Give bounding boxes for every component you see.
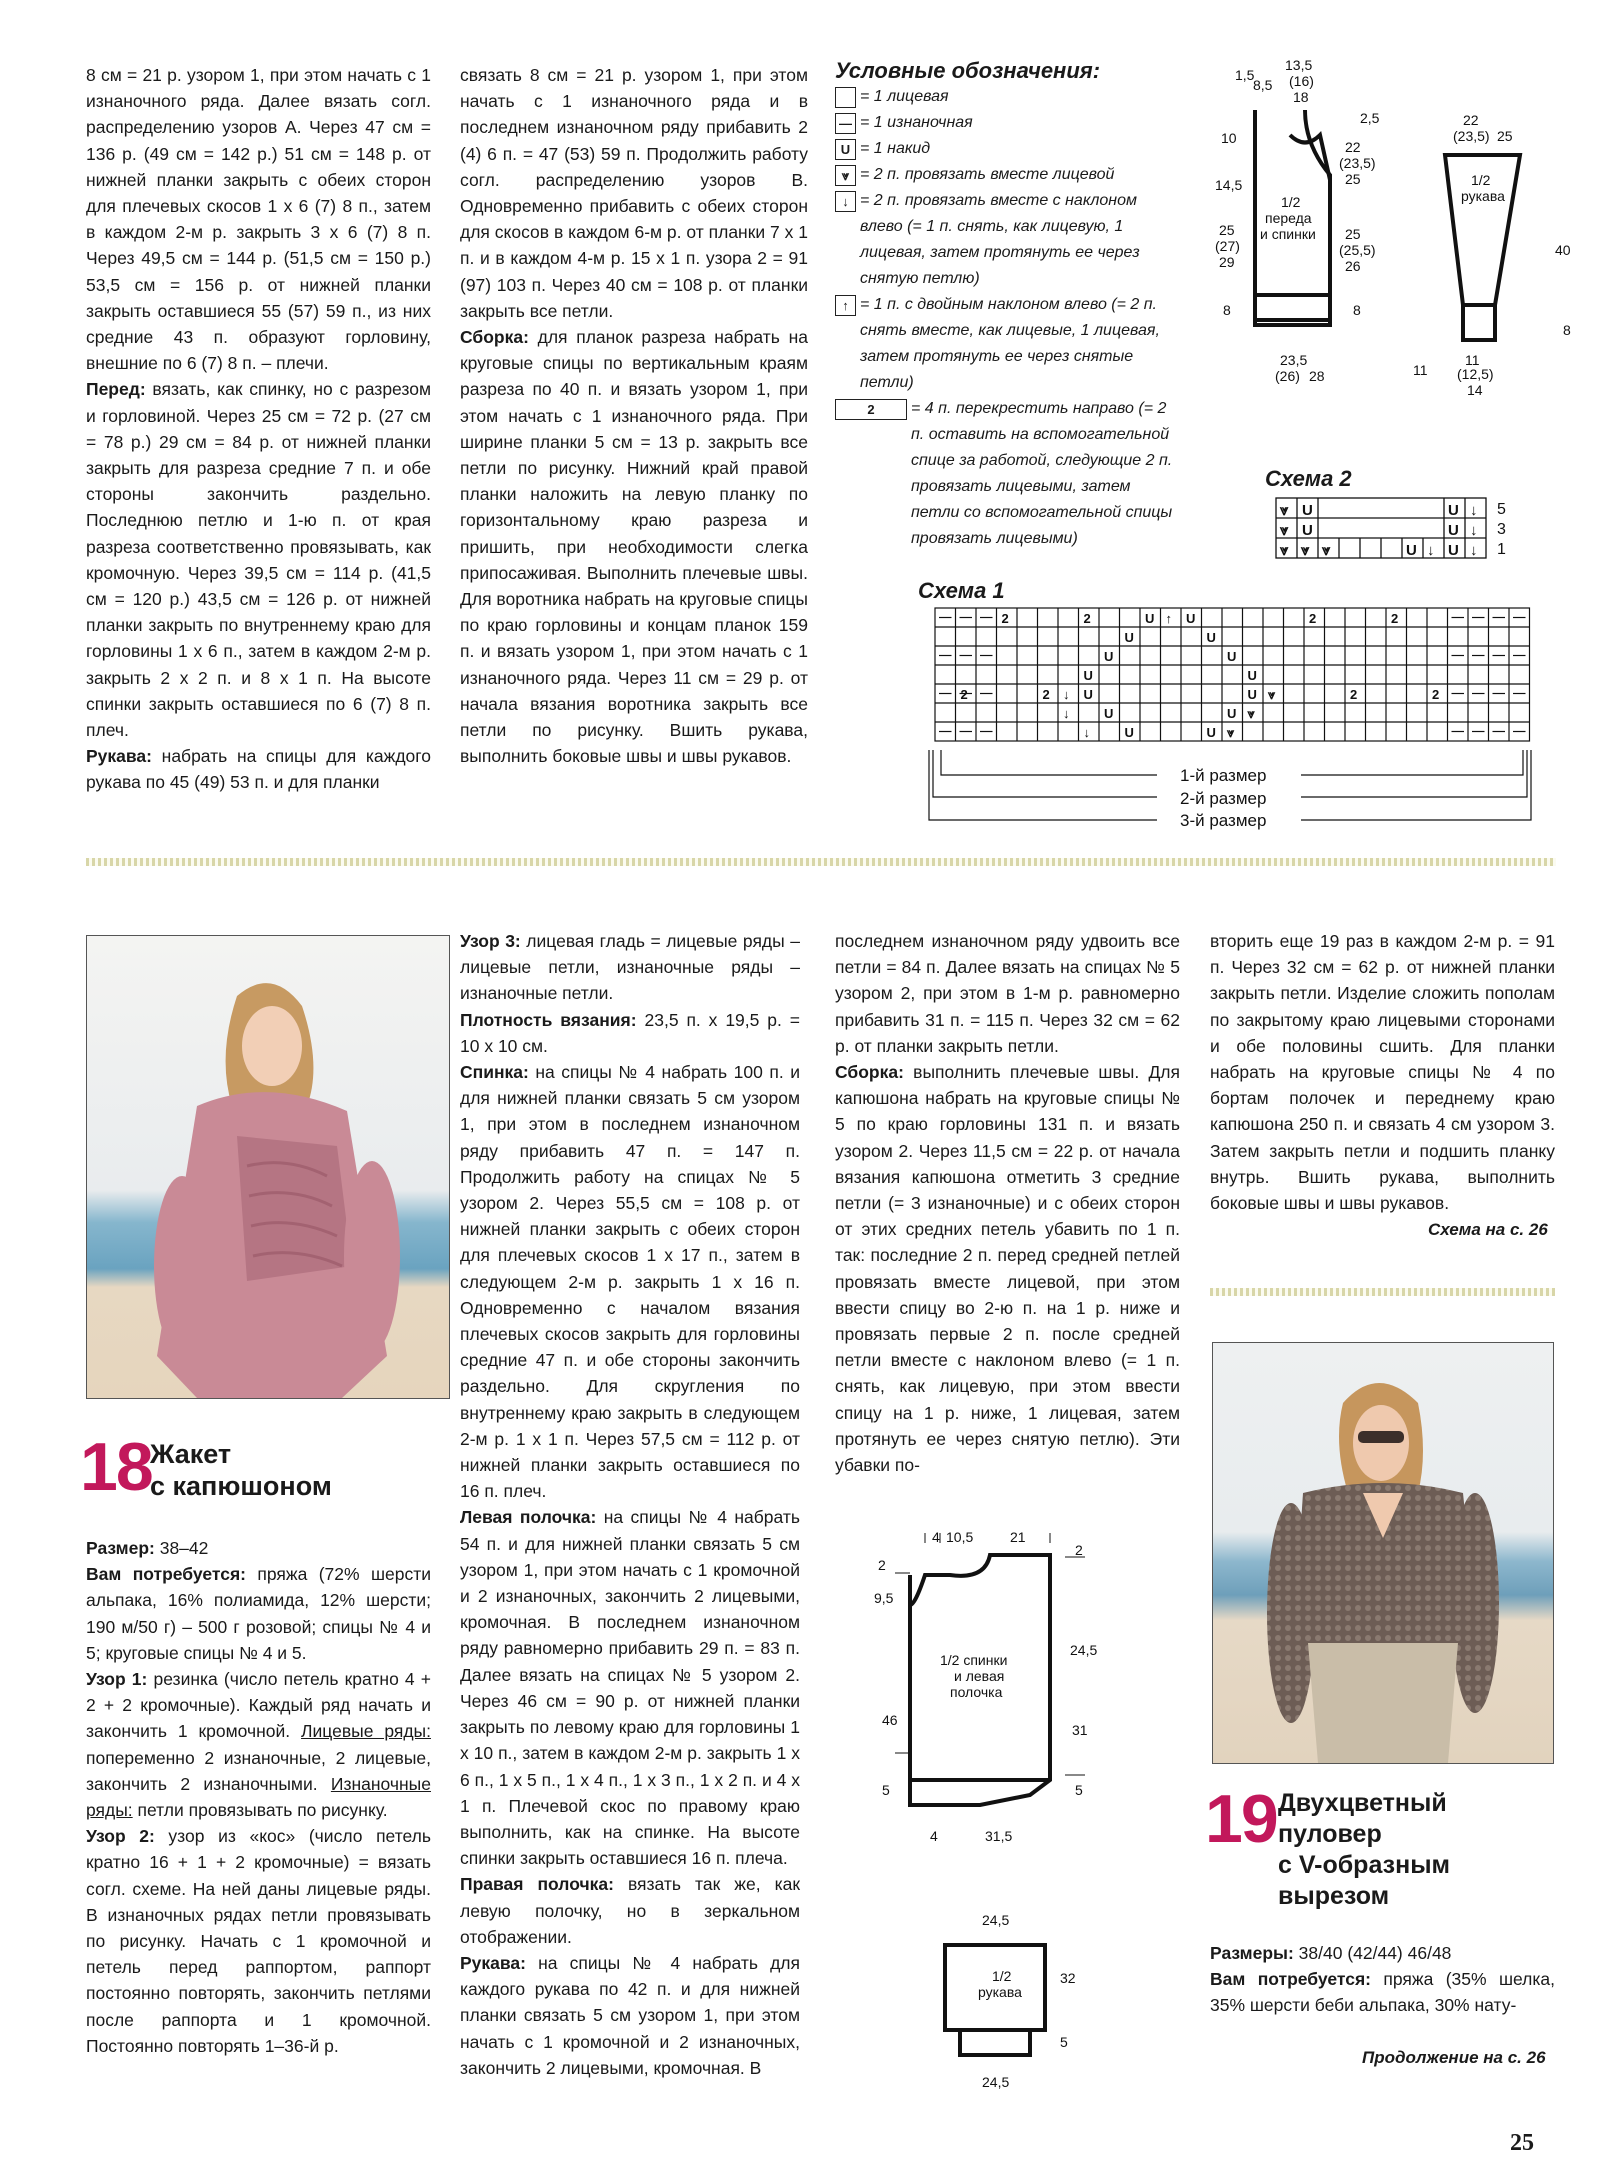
pattern-title: Жакет с капюшоном bbox=[150, 1439, 332, 1501]
stitch-symbol: U bbox=[1124, 630, 1134, 645]
legend-item: ↓ = 2 п. провязать вместе с наклоном влево (= 1 п. снять, как лицевую, 1 лицевая, затем протянуть ее через снятую петлю) bbox=[835, 188, 1175, 292]
center-label: и левая bbox=[954, 1668, 1005, 1684]
grid-frame bbox=[935, 608, 1530, 741]
dim-label: 8 bbox=[1563, 322, 1571, 338]
stitch-symbol: U bbox=[1083, 668, 1093, 683]
dim-label: 8,5 bbox=[1253, 77, 1273, 93]
schema1-grid bbox=[925, 600, 1545, 840]
label-front: Перед: bbox=[86, 379, 146, 400]
stitch-symbol: U bbox=[1206, 630, 1216, 645]
pattern-number: 19 bbox=[1205, 1781, 1277, 1857]
size-label: 2-й размер bbox=[1180, 789, 1267, 808]
schema2-grid bbox=[1275, 490, 1515, 570]
paragraph: Рукава: набрать на спицы для каждого рукава по 45 (49) 53 п. и для планки bbox=[86, 746, 431, 793]
cable-cross-symbol-icon: 2 bbox=[835, 399, 907, 420]
ssk-symbol-icon: ↓ bbox=[835, 191, 856, 212]
schema1-title: Схема 1 bbox=[918, 578, 1005, 603]
pattern18-col2: Узор 3: лицевая гладь = лицевые ряды – лицевые петли, изнаночные ряды – изнаночные петли. Плотность вязания: 23,5 п. х 19,5 р. = 10 х 10 см. Спинка: на спицы № 4 набрать 100 п. и для нижней планки связать 5 см узором 1, при этом в последнем изнаночном ряду прибавить 47 п. = 147 п. Продолжить работу на спицах № 5 узором 2. Через 55,5 см = 108 р. от нижней планки закрыть с обеих сторон для плечевых скосов 1 х 17 п., затем в следующем 2-м р. закрыть 1 х 16 п. Одновременно с началом вязания плечевых скосов закрыть для горловины средние 47 п. и обе стороны закончить раздельно. Для скругления по внутреннему краю закрыть в следующем 2-м р. 1 х 1 п. Через 57,5 см = 112 р. от нижней планки закрыть оставшиеся по 16 п. плеч. Левая полочка: на спицы № 4 набрать 54 п. и для нижней планки связать 5 см узором 1, при этом начать с 1 кромочной и 2 изнаночных, закончить 2 лицевыми, кромочная. В последнем изнаночном ряду равномерно прибавить 29 п. = 83 п. Далее вязать на спицах № 5 узором 2. Через 46 см = 90 р. от нижней планки закрыть по левому краю для горловины 1 х 10 п., затем в каждом 2-м р. закрыть 1 х 6 п., 1 х 5 п., 1 х 4 п., 1 х 3 п., 1 х 2 п. и 4 х 1 п. Плечевой скос по правому краю выполнить, как на спинке. На высоте спинки закрыть оставшиеся 16 п. плеча. Правая полочка: вязать так же, как левую полочку, но в зеркальном отображении. Рукава: на спицы № 4 набрать для каждого рукава по 42 п. и для нижней планки связать 5 см узором 1, при этом начать с 1 кромочной и 2 изнаночных, закончить 2 лицевыми, кромочная. В bbox=[460, 931, 801, 2078]
dim-label: 21 bbox=[1010, 1529, 1026, 1545]
dim-label: (25,5) bbox=[1339, 242, 1376, 258]
dim-label: 24,5 bbox=[982, 2074, 1010, 2090]
center-label: переда bbox=[1265, 210, 1312, 226]
dim-label: 23,5 bbox=[1280, 352, 1308, 368]
svg-text:⩔: ⩔ bbox=[1280, 502, 1289, 519]
purl-symbol-icon: — bbox=[835, 113, 856, 134]
label-sleeves: Рукава: bbox=[86, 746, 152, 767]
center-label: 1/2 bbox=[992, 1968, 1012, 1984]
dim-label: (12,5) bbox=[1457, 366, 1494, 382]
paragraph: Сборка: для планок разреза набрать на круговые спицы по вертикальным краям разреза по 40 п. и вязать узором 1, при этом начать с 1 изнаночного ряда. При ширине планки 5 см = 13 р. закрыть все петли по рисунку. Нижний край правой планки наложить на левую планку по горизонтальному краю разреза и пришить, при необходимости слегка припосаживая. Выполнить плечевые швы. Для воротника набрать на круговые спицы по краю горловины и концам планок 159 п. и вязать узором 1, при этом начать с 1 изнаночного ряда. Через 11 см = 29 р. от начала вязания воротника закрыть все петли по рисунку. Вшить рукава, выполнить боковые швы и швы рукавов. bbox=[460, 327, 808, 767]
dim-label: 10 bbox=[1221, 130, 1237, 146]
stitch-symbol: ↓ bbox=[1063, 706, 1070, 721]
stitch-symbol: 2 bbox=[1391, 611, 1399, 626]
dim-label: 8 bbox=[1353, 302, 1361, 318]
paragraph: Перед: вязать, как спинку, но с разрезом и горловиной. Через 25 см = 72 р. (27 см = 78 р.) 29 см = 84 р. от нижней планки закрыть для разреза средние 7 п. и обе стороны закончить раздельно. Последнюю петлю и 1-ю п. от края разреза соответственно провязывать, как кромочную. Через 39,5 см = 114 р. (41,5 см = 120 р.) 43,5 см = 126 р. от нижней планки закрыть по внутреннему краю для горловины 1 х 6 п., затем в каждом 2-м р. закрыть 2 х 2 п. и 8 х 1 п. На высоте спинки закрыть оставшиеся по 6 (7) 8 п. плеч. bbox=[86, 379, 431, 741]
center-label: рукава bbox=[978, 1984, 1022, 2000]
dim-label: 26 bbox=[1345, 258, 1361, 274]
svg-text:U: U bbox=[1448, 502, 1459, 519]
size-label: 3-й размер bbox=[1180, 811, 1267, 830]
pattern-title: Двухцветный пуловер с V-образным вырезом bbox=[1278, 1789, 1451, 1910]
dim-label: (27) bbox=[1215, 238, 1240, 254]
stitch-symbol: 2 bbox=[1309, 611, 1317, 626]
svg-text:U: U bbox=[1406, 542, 1417, 559]
photo-jacket bbox=[86, 935, 450, 1399]
dim-label: 2 bbox=[1075, 1542, 1083, 1558]
stitch-symbol: 2 bbox=[960, 687, 968, 702]
dim-label: 14,5 bbox=[1215, 177, 1243, 193]
stitch-symbol: 2 bbox=[1001, 611, 1009, 626]
row-number: 1 bbox=[1497, 541, 1506, 558]
stitch-symbol: 2 bbox=[1083, 611, 1091, 626]
continued-reference: Продолжение на с. 26 bbox=[1362, 2048, 1546, 2067]
stitch-symbol: U bbox=[1104, 706, 1114, 721]
dim-label: 25 bbox=[1497, 128, 1513, 144]
schema2-title: Схема 2 bbox=[1265, 466, 1352, 491]
stitch-symbol: U bbox=[1186, 611, 1196, 626]
dim-label: 18 bbox=[1293, 89, 1309, 105]
dim-label: 46 bbox=[882, 1712, 898, 1728]
pattern18-col3: последнем изнаночном ряду удвоить все петли = 84 п. Далее вязать на спицах № 5 узором 2, при этом в 1-м р. равномерно прибавить 31 п. = 115 п. Через 32 см = 62 р. от планки закрыть петли. Сборка: выполнить плечевые швы. Для капюшона набрать на круговые спицы № 5 по краю горловины 131 п. и вязать узором 2. Через 11,5 см = 22 р. от начала вязания капюшона отметить 3 средние петли (= 3 изнаночные) и с обеих сторон от этих средних петель убавить по 1 п. так: последние 2 п. перед средней петлей провязать вместе лицевой, при этом ввести спицу во 2-ю п. на 1 р. ниже и провязать первые 2 п. после средней петли вместе с наклоном влево (= 1 п. снять, как лицевую, при этом ввести спицу на 1 р. ниже, 1 лицевая, затем протянуть ее через снятую петлю). Эти убавки по- bbox=[835, 931, 1180, 1476]
dim-label: 9,5 bbox=[874, 1590, 894, 1606]
center-label: и спинки bbox=[1260, 226, 1316, 242]
dim-label: 2 bbox=[878, 1557, 886, 1573]
dim-label: 28 bbox=[1309, 368, 1325, 384]
dim-label: 4 bbox=[932, 1529, 940, 1545]
k2tog-symbol-icon: ⩔ bbox=[835, 165, 856, 186]
dim-label: 31 bbox=[1072, 1722, 1088, 1738]
stitch-symbol: 2 bbox=[1350, 687, 1358, 702]
page-number: 25 bbox=[1510, 2130, 1534, 2156]
dim-label: (16) bbox=[1289, 73, 1314, 89]
section-divider bbox=[86, 858, 1556, 866]
svg-text:↓: ↓ bbox=[1470, 522, 1478, 539]
legend-title: Условные обозначения: bbox=[835, 58, 1101, 83]
svg-text:U: U bbox=[1302, 522, 1313, 539]
yarn-over-symbol-icon: U bbox=[835, 139, 856, 160]
stitch-symbol: U bbox=[1227, 706, 1237, 721]
svg-text:↓: ↓ bbox=[1427, 542, 1435, 559]
dim-label: 4 bbox=[930, 1828, 938, 1844]
center-label: 1/2 bbox=[1281, 194, 1301, 210]
dim-label: 2,5 bbox=[1360, 110, 1380, 126]
stitch-symbol: 2 bbox=[1432, 687, 1440, 702]
stitch-symbol: ⩔ bbox=[1247, 706, 1255, 721]
center-label: рукава bbox=[1461, 188, 1505, 204]
top-text-col2 bbox=[460, 62, 808, 769]
stitch-symbol: U bbox=[1247, 668, 1257, 683]
pattern18-col4: вторить еще 19 раз в каждом 2-м р. = 91 п. Через 32 см = 62 р. от нижней планки закрыть петли. Изделие сложить пополам по закрытому краю лицевыми сторонами и обе половины сшить. Для планки набрать на круговые спицы № 4 по бортам полочек и переднему краю капюшона 250 п. и связать 4 см узором 3. Затем закрыть петли и подшить планку внутрь. Вшить рукава, выполнить боковые швы и швы рукавов. bbox=[1210, 931, 1555, 1214]
dim-label: 1,5 bbox=[1235, 67, 1255, 83]
dim-label: 8 bbox=[1223, 302, 1231, 318]
paragraph: связать 8 см = 21 р. узором 1, при этом начать с 1 изнаночного ряда и в последнем изнаночном ряду прибавить 2 (4) 6 п. = 47 (53) 59 п. Продолжить работу согл. распределению узоров В. Одновременно прибавить с обеих сторон для скосов в каждом 6-м р. от планки 7 х 1 п. и в каждом 4-м р. 15 х 1 п. узора 2 = 91 (97) 103 п. Через 40 см = 108 р. от планки закрыть все петли. bbox=[460, 65, 808, 321]
stitch-symbol: U bbox=[1227, 649, 1237, 664]
row-number: 5 bbox=[1497, 501, 1506, 518]
svg-text:⩔: ⩔ bbox=[1280, 522, 1289, 539]
stitch-symbol: U bbox=[1083, 687, 1093, 702]
schematic-back-front-sleeve bbox=[870, 1525, 1150, 2095]
dim-label: 10,5 bbox=[946, 1529, 974, 1545]
dim-label: 11 bbox=[1465, 352, 1480, 368]
size-label: 1-й размер bbox=[1180, 766, 1267, 785]
dim-label: 32 bbox=[1060, 1970, 1076, 1986]
knit-symbol-icon bbox=[835, 87, 856, 108]
svg-text:⩔: ⩔ bbox=[1322, 542, 1331, 559]
dim-label: 14 bbox=[1467, 382, 1483, 398]
stitch-symbol: U bbox=[1104, 649, 1114, 664]
svg-text:↓: ↓ bbox=[1470, 542, 1478, 559]
stitch-symbol: U bbox=[1206, 725, 1216, 740]
dim-label: 24,5 bbox=[982, 1912, 1010, 1928]
dim-label: 25 bbox=[1219, 222, 1235, 238]
center-label: 1/2 bbox=[1471, 172, 1491, 188]
pattern18-col1: Размер: 38–42 Вам потребуется: пряжа (72% шерсти альпака, 16% полиамида, 12% шерсти; 190 м/50 г) – 500 г розовой; спицы № 4 и 5; круговые спицы № 4 и 5. Узор 1: резинка (число петель кратно 4 + 2 + 2 кромочные). Каждый ряд начать и закончить 1 кромочной. Лицевые ряды: попеременно 2 изнаночные, 2 лицевые, закончить 2 изнаночными. Изнаночные ряды: петли провязывать по рисунку. Узор 2: узор из «кос» (число петель кратно 16 + 1 + 2 кромочные) = вязать согл. схеме. На ней даны лицевые ряды. В изнаночных рядах петли провязывать по рисунку. Начать с 1 кромочной и петель перед раппортом, раппорт постоянно повторять, закончить петлями после раппорта и 1 кромочной. Постоянно повторять 1–36-й р. bbox=[86, 1538, 431, 2056]
legend-item: 2 = 4 п. перекрестить направо (= 2 п. оставить на вспомогательной спице за работой, следующие 2 п. провязать лицевыми, затем петли со вспомогательной спицы провязать лицевыми) bbox=[835, 396, 1175, 552]
center-label: 1/2 спинки bbox=[940, 1652, 1008, 1668]
section-divider bbox=[1210, 1288, 1555, 1296]
svg-text:⩔: ⩔ bbox=[1280, 542, 1289, 559]
svg-text:↓: ↓ bbox=[1470, 502, 1478, 519]
stitch-symbol: ↓ bbox=[1063, 687, 1070, 702]
schematic-front-back-sleeve bbox=[1195, 55, 1595, 400]
stitch-symbol: ⩔ bbox=[1227, 725, 1235, 740]
stitch-symbol: U bbox=[1124, 725, 1134, 740]
stitch-symbol: ⩔ bbox=[1268, 687, 1276, 702]
dim-label: 22 bbox=[1463, 112, 1479, 128]
legend-item: U = 1 накид bbox=[835, 136, 1175, 162]
dim-label: 5 bbox=[882, 1782, 890, 1798]
legend-item: ⩔ = 2 п. провязать вместе лицевой bbox=[835, 162, 1175, 188]
svg-text:U: U bbox=[1302, 502, 1313, 519]
stitch-symbol: U bbox=[1145, 611, 1155, 626]
legend-item: — = 1 изнаночная bbox=[835, 110, 1175, 136]
dim-label: 5 bbox=[1075, 1782, 1083, 1798]
stitch-symbol: U bbox=[1247, 687, 1257, 702]
svg-text:U: U bbox=[1448, 522, 1459, 539]
stitch-symbol: 2 bbox=[1042, 687, 1050, 702]
jacket-model-image bbox=[87, 936, 449, 1398]
stitch-symbol: ↓ bbox=[1083, 725, 1090, 740]
dim-label: (23,5) bbox=[1453, 128, 1490, 144]
dim-label: (26) bbox=[1275, 368, 1300, 384]
center-label: полочка bbox=[950, 1684, 1003, 1700]
dim-label: 29 bbox=[1219, 254, 1235, 270]
dim-label: 5 bbox=[1060, 2034, 1068, 2050]
dim-label: 25 bbox=[1345, 226, 1361, 242]
dim-label: 13,5 bbox=[1285, 57, 1313, 73]
label-assembly: Сборка: bbox=[460, 327, 529, 348]
svg-text:U: U bbox=[1448, 542, 1459, 559]
dim-label: 11 bbox=[1413, 362, 1428, 378]
dim-label: (23,5) bbox=[1339, 155, 1376, 171]
schema-reference: Схема на с. 26 bbox=[1428, 1220, 1548, 1239]
svg-text:⩔: ⩔ bbox=[1301, 542, 1310, 559]
pullover-model-image bbox=[1213, 1343, 1553, 1763]
top-text-col1 bbox=[86, 62, 431, 796]
photo-pullover bbox=[1212, 1342, 1554, 1764]
legend-item: ↑ = 1 п. с двойным наклоном влево (= 2 п. снять вместе, как лицевые, 1 лицевая, затем протянуть ее через снятые петли) bbox=[835, 292, 1175, 396]
dim-label: 31,5 bbox=[985, 1828, 1013, 1844]
legend bbox=[835, 58, 1175, 552]
dim-label: 40 bbox=[1555, 242, 1571, 258]
legend-item: = 1 лицевая bbox=[835, 84, 1175, 110]
pattern19-intro: Размеры: 38/40 (42/44) 46/48 Вам потребуется: пряжа (35% шелка, 35% шерсти беби альпака, 30% нату- bbox=[1210, 1943, 1555, 2016]
dim-label: 22 bbox=[1345, 139, 1361, 155]
stitch-symbol: ↑ bbox=[1165, 611, 1172, 626]
double-decrease-symbol-icon: ↑ bbox=[835, 295, 856, 316]
paragraph: 8 см = 21 р. узором 1, при этом начать с 1 изнаночного ряда. Далее вязать согл. распределению узоров А. Через 47 см = 136 р. (49 см = 142 р.) 51 см = 148 р. от нижней планки закрыть с обеих сторон для плечевых скосов 1 х 6 (7) 8 п., затем в каждом 2-м р. закрыть 3 х 6 (7) 8 п. Через 49,5 см = 144 р. (51,5 см = 150 р.) 53,5 см = 156 р. от нижней планки закрыть оставшиеся 55 (57) 59 п., из них средние 43 п. образуют горловину, внешние по 6 (7) 8 п. – плечи. bbox=[86, 65, 431, 374]
dim-label: 25 bbox=[1345, 171, 1361, 187]
row-number: 3 bbox=[1497, 521, 1506, 538]
dim-label: 24,5 bbox=[1070, 1642, 1098, 1658]
pattern-number: 18 bbox=[80, 1429, 152, 1505]
